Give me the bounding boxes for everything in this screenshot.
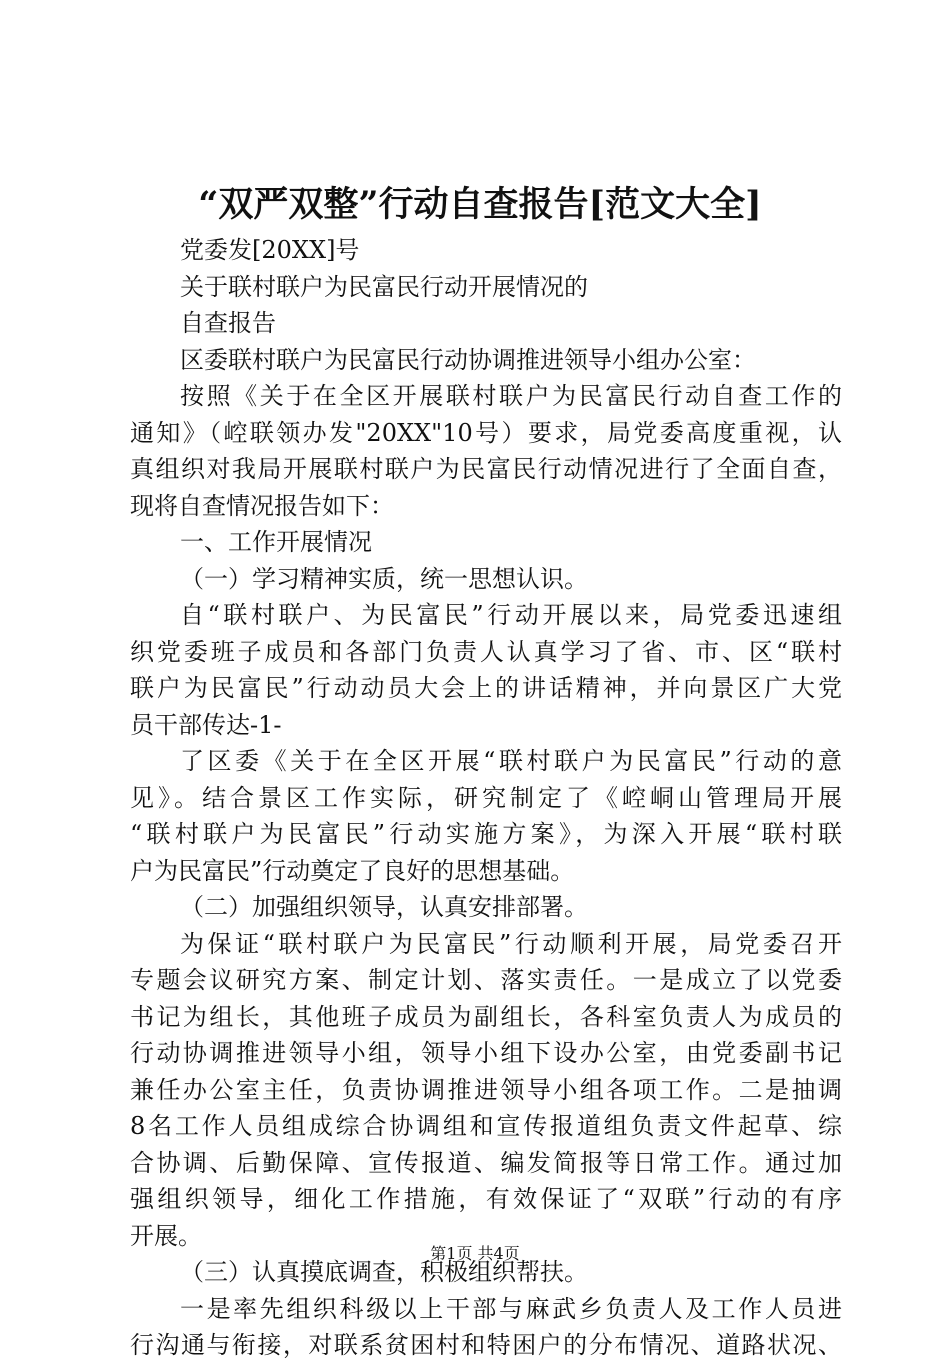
paragraph-line: 员干部传达-1-	[130, 710, 282, 739]
paragraph-line: 为保证“联村联户为民富民”行动顺利开展，局党委召开	[180, 929, 842, 958]
paragraph-line: 真组织对我局开展联村联户为民富民行动情况进行了全面自查，	[130, 455, 842, 483]
paragraph-line: 兼任办公室主任，负责协调推进领导小组各项工作。二是抽调	[130, 1075, 842, 1104]
section-heading: 一、工作开展情况	[180, 528, 372, 556]
paragraph-line: 联户为民富民”行动动员大会上的讲话精神，并向景区广大党	[130, 674, 842, 702]
paragraph-line: 专题会议研究方案、制定计划、落实责任。一是成立了以党委	[130, 966, 842, 994]
paragraph-line: “联村联户为民富民”行动实施方案》，为深入开展“联村联	[130, 820, 842, 848]
subsection-heading: （二）加强组织领导，认真安排部署。	[180, 893, 588, 921]
report-subject-line: 自查报告	[180, 309, 276, 337]
doc-number-line: 党委发[20XX]号	[180, 236, 360, 264]
subsection-heading: （三）认真摸底调查，积极组织帮扶。	[180, 1258, 588, 1286]
addressee-line: 区委联村联户为民富民行动协调推进领导小组办公室：	[180, 345, 756, 374]
paragraph-line: 见》。结合景区工作实际，研究制定了《崆峒山管理局开展	[130, 783, 842, 812]
paragraph-line: 8名工作人员组成综合协调组和宣传报道组负责文件起草、综	[130, 1112, 842, 1140]
paragraph-line: 织党委班子成员和各部门负责人认真学习了省、市、区“联村	[130, 637, 842, 666]
paragraph-line: 户为民富民”行动奠定了良好的思想基础。	[130, 856, 575, 885]
paragraph-line: 通知》（崆联领办发"20XX"10号）要求，局党委高度重视，认	[130, 418, 842, 447]
paragraph-line: 按照《关于在全区开展联村联户为民富民行动自查工作的	[180, 382, 842, 410]
paragraph-line: 开展。	[130, 1221, 202, 1250]
paragraph-line: 行动协调推进领导小组，领导小组下设办公室，由党委副书记	[130, 1039, 842, 1067]
document-body	[130, 232, 842, 1364]
paragraph-line: 自“联村联户、为民富民”行动开展以来，局党委迅速组	[180, 601, 842, 629]
paragraph-line: 行沟通与衔接，对联系贫困村和特困户的分布情况、道路状况、	[130, 1331, 842, 1359]
page-footer: 第1页 共4页	[430, 1244, 520, 1263]
paragraph-line: 书记为组长，其他班子成员为副组长，各科室负责人为成员的	[130, 1002, 842, 1031]
report-subject-line: 关于联村联户为民富民行动开展情况的	[180, 272, 588, 301]
paragraph-line: 合协调、后勤保障、宣传报道、编发简报等日常工作。通过加	[130, 1148, 842, 1177]
subsection-heading: （一）学习精神实质，统一思想认识。	[180, 564, 588, 593]
paragraph-line: 强组织领导，细化工作措施，有效保证了“双联”行动的有序	[130, 1185, 842, 1213]
paragraph-line: 了区委《关于在全区开展“联村联户为民富民”行动的意	[180, 747, 842, 775]
document-title: “双严双整”行动自查报告[范文大全]	[198, 184, 762, 225]
paragraph-line: 现将自查情况报告如下：	[130, 491, 394, 520]
paragraph-line: 一是率先组织科级以上干部与麻武乡负责人及工作人员进	[180, 1294, 842, 1323]
